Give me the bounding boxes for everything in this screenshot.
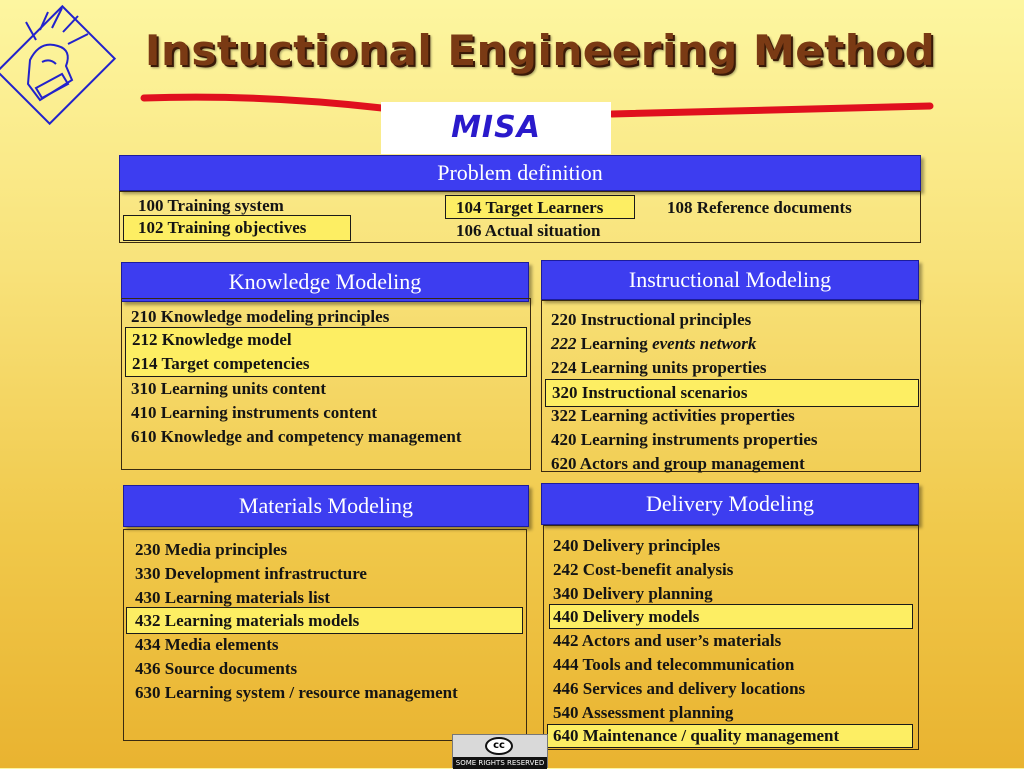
item-420: 420 Learning instruments properties (551, 430, 818, 449)
item-640: 640 Maintenance / quality management (553, 726, 840, 745)
problem-definition-title: Problem definition (437, 160, 603, 185)
page-title: Instuctional Engineering Method (144, 26, 936, 75)
instructional-modeling-panel (541, 300, 921, 472)
cc-symbol: cc (485, 737, 513, 755)
item-322: 322 Learning activities properties (551, 406, 795, 425)
delivery-modeling-title: Delivery Modeling (645, 491, 815, 516)
item-220: 220 Instructional principles (551, 310, 752, 329)
item-242: 242 Cost-benefit analysis (553, 560, 734, 579)
item-222 (551, 334, 756, 354)
item-610: 610 Knowledge and competency management (131, 427, 462, 446)
item-434: 434 Media elements (135, 635, 279, 654)
item-310: 310 Learning units content (131, 379, 327, 398)
item-440: 440 Delivery models (553, 607, 700, 626)
item-212: 212 Knowledge model (132, 330, 292, 349)
item-410: 410 Learning instruments content (131, 403, 378, 422)
knowledge-modeling-header (121, 262, 529, 302)
highlight-440 (549, 604, 913, 629)
knowledge-modeling-title: Knowledge Modeling (228, 269, 422, 294)
item-230: 230 Media principles (135, 540, 288, 559)
highlight-212-214 (125, 327, 527, 377)
highlight-102 (123, 215, 351, 241)
item-100: 100 Training system (138, 196, 284, 215)
item-444: 444 Tools and telecommunication (553, 655, 795, 674)
creative-commons-icon[interactable] (452, 734, 548, 768)
item-214: 214 Target competencies (132, 354, 310, 373)
item-442: 442 Actors and user’s materials (553, 631, 782, 650)
materials-modeling-header (123, 485, 529, 527)
item-224: 224 Learning units properties (551, 358, 767, 377)
knowledge-modeling-panel (121, 298, 531, 470)
cc-text: SOME RIGHTS RESERVED (453, 757, 547, 769)
item-620: 620 Actors and group management (551, 454, 805, 473)
materials-modeling-title: Materials Modeling (238, 493, 414, 518)
instructional-modeling-title: Instructional Modeling (628, 267, 832, 292)
delivery-modeling-panel (543, 525, 919, 750)
item-222-italic: events network (652, 334, 757, 353)
item-540: 540 Assessment planning (553, 703, 734, 722)
misa-label: MISA (451, 110, 541, 145)
hand-chess-piece-icon (0, 0, 130, 130)
item-104: 104 Target Learners (456, 198, 604, 217)
item-432: 432 Learning materials models (135, 611, 360, 630)
item-430: 430 Learning materials list (135, 588, 331, 607)
item-320: 320 Instructional scenarios (552, 383, 748, 402)
item-446: 446 Services and delivery locations (553, 679, 806, 698)
problem-definition-header (119, 155, 921, 191)
highlight-104 (445, 195, 635, 219)
item-108: 108 Reference documents (667, 198, 852, 217)
highlight-320 (545, 379, 919, 407)
item-630: 630 Learning system / resource management (135, 683, 458, 702)
item-222-word: Learning (580, 334, 648, 353)
item-102: 102 Training objectives (138, 218, 307, 237)
highlight-640 (547, 724, 913, 748)
highlight-432 (126, 607, 523, 634)
misa-box (381, 102, 611, 154)
delivery-modeling-header (541, 483, 919, 525)
item-240: 240 Delivery principles (553, 536, 721, 555)
item-340: 340 Delivery planning (553, 584, 713, 603)
instructional-modeling-header (541, 260, 919, 300)
item-330: 330 Development infrastructure (135, 564, 367, 583)
item-106: 106 Actual situation (456, 221, 601, 240)
materials-modeling-panel (123, 529, 527, 741)
problem-definition-panel (119, 191, 921, 243)
item-222-number: 222 (551, 334, 577, 353)
item-210: 210 Knowledge modeling principles (131, 307, 390, 326)
item-436: 436 Source documents (135, 659, 298, 678)
